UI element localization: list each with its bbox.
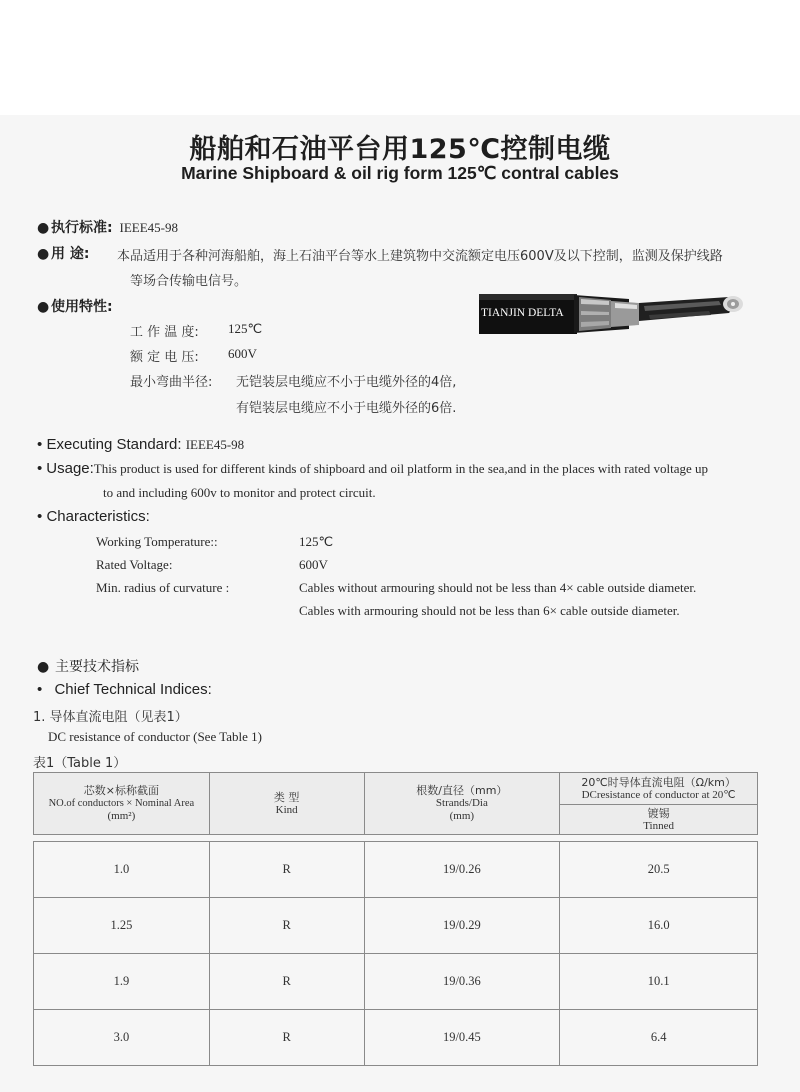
indices-heading-cn: 主要技术指标 <box>55 659 139 675</box>
kind-cell: R <box>209 1010 364 1066</box>
en-bend-value-1: Cables without armouring should not be less than 4× cable outside diameter. <box>299 580 697 595</box>
cn-standard-label: 执行标准: <box>51 220 113 236</box>
bullet-icon: ● <box>37 220 50 236</box>
en-characteristics-label: Characteristics: <box>46 508 150 525</box>
en-temp-label: Working Tomperature:: <box>96 534 218 549</box>
strands-cell: 19/0.36 <box>364 954 560 1010</box>
area-cell: 1.9 <box>34 954 210 1010</box>
cn-usage-text-2: 等场合传输电信号。 <box>130 274 248 289</box>
en-bend-label: Min. radius of curvature : <box>96 580 230 595</box>
bullet-icon: ● <box>37 246 50 262</box>
title-english: Marine Shipboard & oil rig form 125℃ contral cables <box>181 163 619 183</box>
header-kind-cn: 类 型 <box>273 790 300 804</box>
cn-characteristics-label: 使用特性: <box>51 299 113 315</box>
bullet-icon: ● <box>37 659 50 675</box>
header-area-unit: (mm²) <box>107 810 136 822</box>
cn-characteristics-row <box>37 296 113 316</box>
table-header <box>33 772 758 835</box>
cn-volt-value: 600V <box>228 346 257 361</box>
kind-cell: R <box>209 954 364 1010</box>
table-row <box>34 842 758 898</box>
indices-item1-cn: 1. 导体直流电阻（见表1） <box>33 710 188 725</box>
area-cell: 3.0 <box>34 1010 210 1066</box>
bullet-icon: • <box>37 460 43 477</box>
indices-heading-en: Chief Technical Indices: <box>54 681 212 698</box>
kind-cell: R <box>209 898 364 954</box>
header-resistance-cell <box>560 773 758 805</box>
resistance-cell: 10.1 <box>560 954 758 1010</box>
en-standard-value: IEEE45-98 <box>185 437 245 452</box>
table-row <box>34 954 758 1010</box>
header-tinned-cn: 镀锡 <box>647 806 670 820</box>
en-standard-label: Executing Standard: <box>46 436 182 453</box>
header-strands-unit: (mm) <box>449 810 475 822</box>
en-usage-text-1: This product is used for different kinds of shipboard and oil platform in the sea,and in the places with rated voltage up <box>93 461 709 476</box>
header-tinned-cell <box>560 805 758 835</box>
resistance-cell: 16.0 <box>560 898 758 954</box>
indices-item1-en: DC resistance of conductor (See Table 1) <box>48 729 262 744</box>
header-resistance-en: DCresistance of conductor at 20℃ <box>581 788 736 801</box>
header-area-cell <box>34 773 210 835</box>
en-volt-value: 600V <box>299 557 328 572</box>
en-bend-value-2: Cables with armouring should not be less than 6× cable outside diameter. <box>299 603 680 618</box>
strands-cell: 19/0.29 <box>364 898 560 954</box>
cn-usage-row <box>37 243 89 263</box>
strands-cell: 19/0.45 <box>364 1010 560 1066</box>
cn-bend-value-2: 有铠装层电缆应不小于电缆外径的6倍. <box>236 401 457 416</box>
en-usage-label: Usage: <box>46 460 94 477</box>
cn-temp-label: 工 作 温 度: <box>130 325 199 340</box>
cn-bend-label: 最小弯曲半径: <box>130 375 213 390</box>
table-row <box>34 1010 758 1066</box>
en-temp-value: 125℃ <box>299 534 334 549</box>
header-tinned-en: Tinned <box>643 819 674 832</box>
indices-heading-en-row <box>37 681 212 698</box>
bullet-icon: • <box>37 508 43 525</box>
bullet-icon: ● <box>37 299 50 315</box>
area-cell: 1.0 <box>34 842 210 898</box>
cn-temp-value: 125℃ <box>228 321 263 336</box>
resistance-cell: 20.5 <box>560 842 758 898</box>
bullet-icon: • <box>37 436 43 453</box>
area-cell: 1.25 <box>34 898 210 954</box>
header-area-cn: 芯数×标称截面 <box>83 784 159 797</box>
resistance-cell: 6.4 <box>560 1010 758 1066</box>
table-row <box>34 898 758 954</box>
header-strands-en: Strands/Dia <box>435 797 488 809</box>
cn-volt-label: 额 定 电 压: <box>130 350 199 365</box>
header-area-en: NO.of conductors × Nominal Area <box>48 798 195 809</box>
header-kind-cell <box>209 773 364 835</box>
table-caption: 表1（Table 1） <box>33 756 127 771</box>
strands-cell: 19/0.26 <box>364 842 560 898</box>
cable-photo-label: TIANJIN DELTA <box>481 307 564 319</box>
kind-cell: R <box>209 842 364 898</box>
resistance-table <box>33 841 758 1066</box>
en-characteristics-row <box>37 508 150 525</box>
indices-heading-cn-row <box>37 656 139 676</box>
cn-usage-label: 用 途: <box>51 246 90 262</box>
cn-standard-row <box>37 217 178 237</box>
en-standard-row <box>37 436 244 453</box>
title-chinese: 船舶和石油平台用125℃控制电缆 <box>189 134 611 165</box>
en-volt-label: Rated Voltage: <box>96 557 173 572</box>
header-strands-cell <box>364 773 560 835</box>
cn-usage-text-1: 本品适用于各种河海船舶，海上石油平台等水上建筑物中交流额定电压600V及以下控制，监测及保护线路 <box>117 249 723 264</box>
header-resistance-cn: 20℃时导体直流电阻（Ω/km） <box>581 775 736 789</box>
en-usage-text-2: to and including 600v to monitor and protect circuit. <box>103 485 376 500</box>
cn-standard-value: IEEE45-98 <box>119 220 178 235</box>
bullet-icon: • <box>37 681 43 698</box>
header-strands-cn: 根数/直径（mm） <box>416 784 508 797</box>
header-kind-en: Kind <box>275 803 298 816</box>
en-usage-row <box>37 460 708 478</box>
cn-bend-value-1: 无铠装层电缆应不小于电缆外径的4倍, <box>236 375 457 390</box>
